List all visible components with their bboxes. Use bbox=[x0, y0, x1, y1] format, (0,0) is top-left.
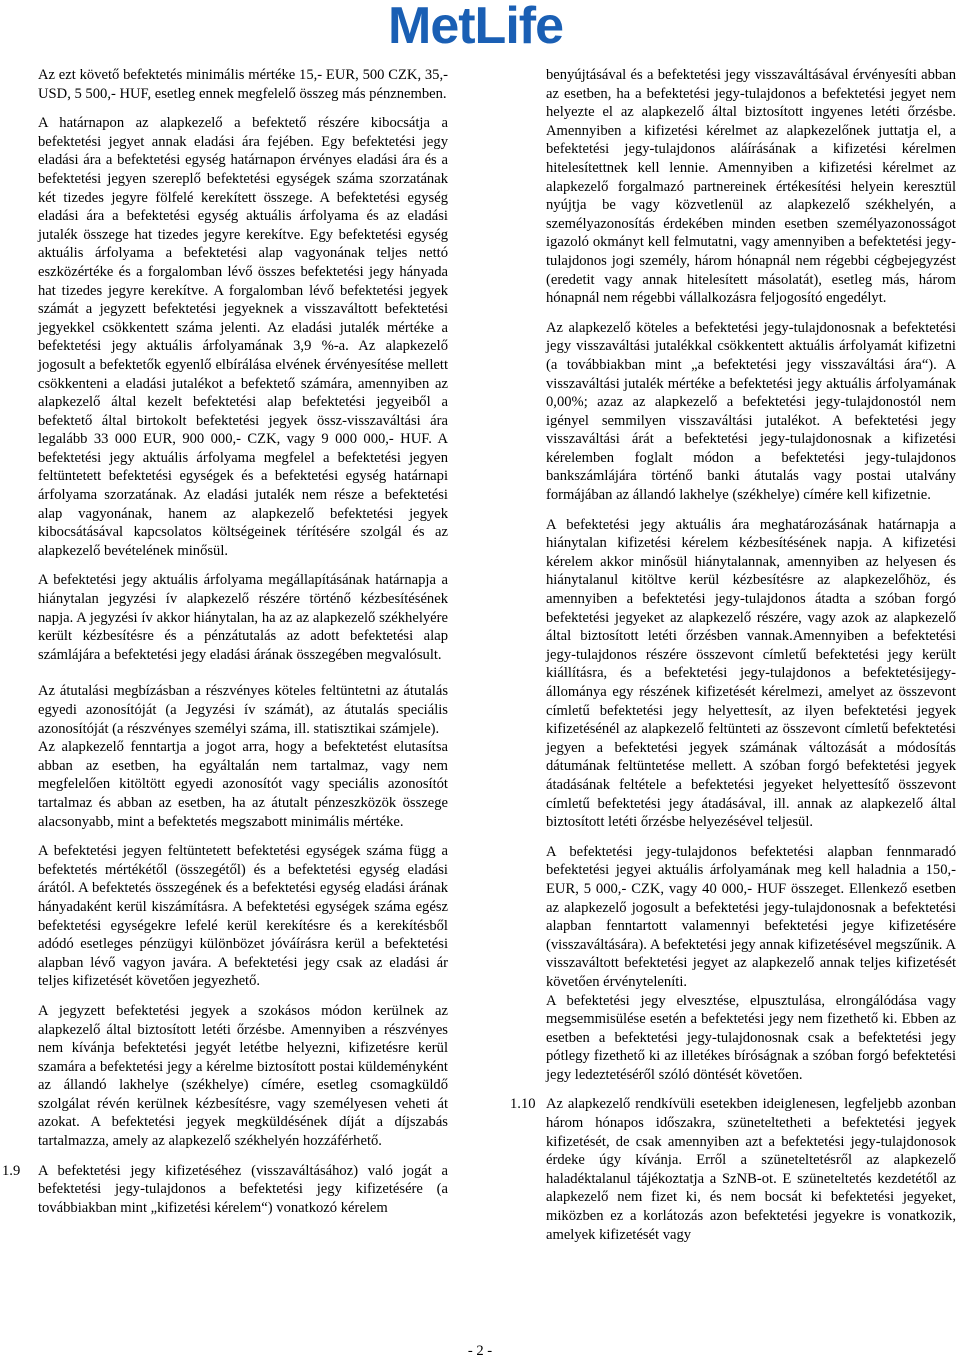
section-text: A befektetési jegy kifizetéséhez (visszaváltásához) való jogát a befektetési jegy-tulajdonos a befektetési jegy kifizetésére (a továbbiakban mint „kifizetési kérelem“) vonatkozó kérelem bbox=[38, 1162, 448, 1216]
metlife-logo: MetLife bbox=[388, 0, 563, 55]
section-number: 1.10 bbox=[510, 1096, 536, 1113]
section-number: 1.9 bbox=[2, 1162, 21, 1179]
paragraph: benyújtásával és a befektetési jegy visszaváltásával érvényesíti abban az esetben, ha a befektetési jegy-tulajdonos a befektetési jegyet nem helyezte el az alapkezelő által biztosított ingyenes letéti őrzésbe. Amennyiben a kifizetési kérelmet az alapkezelőnek juttatja el, a befektetési jegy-tulajdonos aláírásának a kifizetési kérelmen hitelesítettnek kell lennie. Amennyiben a kifizetési kérelmet az alapkezelő forgalmazó partnereinek értékesítési helyein keresztül nyújtja be vagy közvetlenül az alapkezelő székhelyén, a személyazonosítás érdekében minden esetben személyazonosságot igazoló okmányt kell felmutatni, vagy amennyiben a befektetési jegy-tulajdonos jogi személy, három hónapnál nem régebbi cégbejegyzést (eredetit vagy annak hitelesített másolatát), esetleg más, három hónapnál nem régebbi vállalkozásra feljogosító engedélyt. bbox=[546, 67, 956, 307]
page-number: - 2 - bbox=[467, 1343, 493, 1359]
paragraph: Az alapkezelő köteles a befektetési jegy-tulajdonosnak a befektetési jegy visszaváltási jutalékkal csökkentett aktuális árfolyamát kifizetni (a továbbiakban mint „a befektetési jegy visszaváltási ára“). A visszaváltási jutalék mértéke a befektetési jegy aktuális árfolyamának 0,00%; azaz az alapkezelő a befektetési jegy-tulajdonostól nem igényel semmilyen visszaváltási jutalékot. A befektetési jegy visszaváltási árát a befektetési jegy-tulajdonosnak a kifizetési kérelemben foglalt módon a befektetési jegy-tulajdonos bankszámlájára történő banki átutalás vagy postai utalvány formájában az állandó lakhelye (székhelye) címére kell kifizetnie. bbox=[546, 319, 956, 504]
left-column bbox=[2, 66, 448, 1228]
paragraph: A befektetési jegy-tulajdonos befektetési alapban fennmaradó befektetési jegyei aktuális árfolyamának meg kell haladnia a 150,- EUR, 5 000,- CZK, vagy 40 000,- HUF összeget. Ellenkező esetben az alapkezelő jogosult a befektetési jegy-tulajdonosnak a befektetési alapban fenntartott valamennyi befektetési jegye kifizetésére (visszaváltására). A befektetési jegy annak kifizetésével megszűnik. A visszaváltott befektetési jegyet az alapkezelő annak teljes kifizetését követően érvényteleníti. bbox=[546, 843, 956, 990]
paragraph: A befektetési jegy aktuális árfolyama megállapításának határnapja a hiánytalan jegyzési ív alapkezelő részére történő kézbesítésének napja. A jegyzési ív akkor hiánytalan, ha az az alapkezelő székhelyére került kézbesítésre és a pénzátutalás az adott befektetési alap számlájára a befektetési jegy eladási árának összegében megvalósult. bbox=[38, 572, 448, 663]
paragraph: A befektetési jegy elvesztése, elpusztulása, elrongálódása vagy megsemmisülése esetén a befektetési jegy nem fizethető ki. Ebben az esetben a befektetési jegy-tulajdonosnak csak a befektetési jegy pótlegy fizethető ki az illetékes bíróságnak a szóban forgó befektetési jegy ledeztetéséről szóló döntését követően. bbox=[546, 992, 956, 1083]
section-text: Az alapkezelő rendkívüli esetekben ideiglenesen, legfeljebb azonban három hónapos időszakra, szüneteltetheti a befektetési jegyek kifizetését, de csak amennyiben azt a befektetési jegy-tulajdonosok érdeke úgy kívánja. Erről a szüneteltetésről az alapkezelő haladéktalanul tájékoztatja a SzNB-ot. E szüneteltetés kezdetétől az alapkezelő nem fizet ki, és nem bocsát ki befektetési jegyeket, miközben ez a korlátozás azon befektetési jegyekre is vonatkozik, amelyek kifizetését vagy bbox=[546, 1096, 956, 1243]
paragraph: Az alapkezelő fenntartja a jogot arra, hogy a befektetést elutasítsa abban az esetben, ha egyáltalán nem tartalmaz, vagy nem megfelelően kitöltött egyedi azonosítót vagy speciális azonosítót tartalmaz és abban az esetben, ha az átutalt pénzeszközök összege alacsonyabb, mint a befektetés megszabott minimális mértéke. bbox=[38, 739, 448, 830]
paragraph: A befektetési jegyen feltüntetett befektetési egységek száma függ a befektetés mértékétől (összegétől) és a befektetési egység eladási árától. A befektetés összegének és a befektetési egység eladási árának hányadaként kerül kiszámításra. A befektetési egységek száma egész befektetési egységekre lefelé kerül kerekítésre és a kerekítésből adódó esetleges pénzügyi különbözet jóváírásra kerül a befektetési alapban lévő vagyon javára. A befektetési jegy csak az eladási ár teljes kifizetését követően jegyezhető. bbox=[38, 843, 448, 990]
section-1-10 bbox=[510, 1095, 956, 1244]
paragraph: A befektetési jegy aktuális ára meghatározásának határnapja a hiánytalan kifizetési kérelem kézbesítésének napja. A kifizetési kérelem akkor minősül hiánytalannak, amennyiben az helyesen és hiánytalanul kitöltve kerül kézbesítésre az alapkezelőhöz, és amennyiben a befektetési jegy-tulajdonos átadta a szóban forgó befektetési jegyeket az alapkezelő részére, vagy azok az alapkezelő által biztosított letéti őrzésben vannak.Amennyiben a befektetési jegy-tulajdonos részére összevont címletű befektetési jegy került kiállításra, és a befektetési jegy-tulajdonos a befektetésijegy-állománya egy részének kifizetését kérelmezi, amelyet az összevont címletű befektetési jegy helyettesít, az ilyen befektetési jegyek kifizetésénél az alapkezelő feltünteti az összevont címletű befektetési jegyen a befektetési jegyek számának változását a módosítás dátumának feltüntetése mellett. A szóban forgó befektetési jegyek átadásának feltétele a befektetési jegyeket helyettesítő összevont címletű befektetési jegy átadásával, ill. annak az alapkezelő által biztosított letéti őrzésbe helyezésével teljesül. bbox=[546, 516, 956, 831]
paragraph: A jegyzett befektetési jegyek a szokásos módon kerülnek az alapkezelő által biztosított letéti őrzésbe. Amennyiben a részvényes nem kívánja befektetési jegyét letétbe helyezni, kifizetésre kerül szamára a befektetési jegy a kérelme biztosított postai küldeményként az állandó lakhelye (székhelye) címére, esetleg csomagküldő szolgálat révén kerülnek kézbesítésre, vagy személyesen veheti át azokat. A befektetési jegyek megküldésének díját a díjszabás tartalmazza, amely az alapkezelő székhelyén hozzáférhető. bbox=[38, 1002, 448, 1150]
right-column bbox=[510, 66, 956, 1255]
paragraph: Az átutalási megbízásban a részvényes köteles feltüntetni az átutalás egyedi azonosítóját (a Jegyzési ív számát), az átutalás speciális azonosítóját (a részvényes személyi száma, ill. statisztikai számjele). bbox=[38, 683, 448, 737]
paragraph: Az ezt követő befektetés minimális mértéke 15,- EUR, 500 CZK, 35,- USD, 5 500,- HUF, esetleg ennek megfelelő összeg más pénznemben. bbox=[38, 67, 448, 102]
paragraph: A határnapon az alapkezelő a befektető részére kibocsátja a befektetési jegyet annak eladási ára fejében. Egy befektetési jegy eladási ára a befektetési egység határnapon érvényes eladási ára és a befektetési jegyen szereplő befektetési egységek száma szorzatának két tizedes jegyre fölfelé kerekített összege. A befektetési egység eladási ára a befektetési egység aktuális árfolyama és az eladási jutalék összege hat tizedes jegyre kerekítve. Egy befektetési egység aktuális árfolyama a befektetési alap vagyonának teljes nettó eszközértéke és a forgalomban lévő összes befektetési jegy hányada hat tizedes jegyre kerekítve. A forgalomban lévő befektetési jegyek számát a jegyzett befektetési jegyeknek a visszaváltott befektetési jegyekkel csökkentett száma jelenti. Az eladási jutalék mértéke a befektetési jegy aktuális árfolyamának 3,9 %-a. Az alapkezelő jogosult a befektetők egyenlő elbírálása elvének érvényesítése mellett csökkenteni a eladási jutalékot a befektető számára, amennyiben az alapkezelő által kezelt befektetési alap befektetési jegyeiből a befektető által birtokolt befektetési jegyek össz-visszaváltási ára legalább 33 000 EUR, 900 000,- CZK, vagy 9 000 000,- HUF. A befektetési jegy aktuális árfolyama megfelel a befektetési jegyen feltüntetett befektetési egységek és a befektetési egység határnapi árfolyama szorzatának. Az eladási jutalék nem része a befektetési alap vagyonának, hanem az alapkezelő befektetési jegyek kibocsátásával kapcsolatos költségeinek térítésére szolgál és az alapkezelő bevételének minősül. bbox=[38, 115, 448, 559]
section-1-9 bbox=[2, 1162, 448, 1218]
